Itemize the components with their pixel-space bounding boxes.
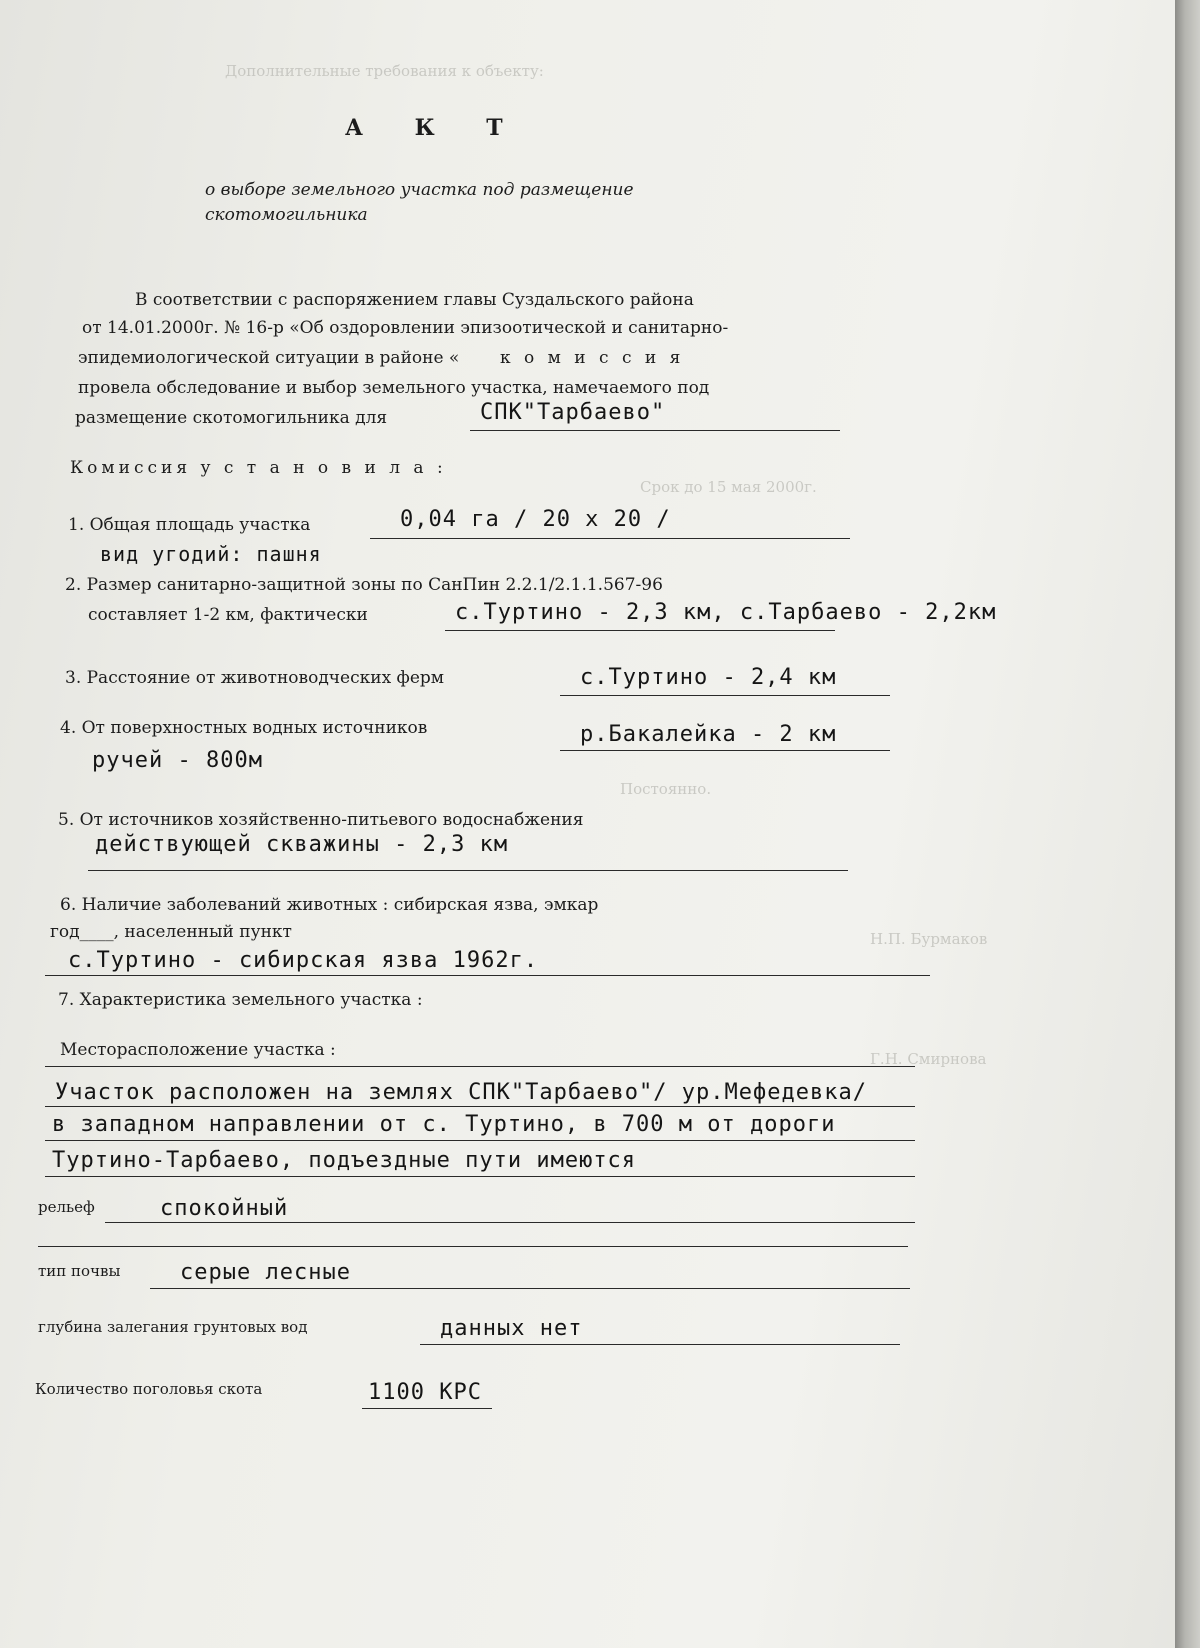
fill-line (45, 1066, 915, 1067)
fill-line (105, 1222, 915, 1223)
item-land-label: 7. Характеристика земельного участка : (58, 990, 423, 1010)
bleedthrough-text: Постоянно. (620, 780, 712, 798)
fill-line (45, 1140, 915, 1141)
fill-line (370, 538, 850, 539)
intro-text: размещение скотомогильника для (75, 408, 388, 428)
fill-line (560, 750, 890, 751)
fill-line (45, 1176, 915, 1177)
item-zone-value: с.Туртино - 2,3 км, с.Тарбаево - 2,2км (455, 600, 997, 625)
fill-line (445, 630, 835, 631)
intro-text: от 14.01.2000г. № 16-р «Об оздоровлении эпизоотической и санитарно- (82, 318, 729, 338)
location-value: в западном направлении от с. Туртино, в 700 м от дороги (52, 1112, 836, 1137)
item-area-value: 0,04 га / 20 х 20 / (400, 507, 671, 532)
item-water-label: 4. От поверхностных водных источников (60, 718, 428, 738)
document-title: А К Т (345, 115, 525, 141)
soil-label: тип почвы (38, 1262, 121, 1280)
livestock-label: Количество поголовья скота (35, 1380, 263, 1398)
fill-line (560, 695, 890, 696)
fill-line (362, 1408, 492, 1409)
fill-line (38, 1246, 908, 1247)
item-disease-label: год____, населенный пункт (50, 922, 292, 942)
item-disease-value: с.Туртино - сибирская язва 1962г. (68, 948, 539, 973)
groundwater-label: глубина залегания грунтовых вод (38, 1318, 308, 1336)
relief-label: рельеф (38, 1198, 95, 1216)
fill-line (88, 870, 848, 871)
bleedthrough-text: Срок до 15 мая 2000г. (640, 478, 817, 496)
item-supply-value: действующей скважины - 2,3 км (95, 832, 509, 857)
bleedthrough-text: Дополнительные требования к объекту: (225, 62, 544, 80)
item-disease-label: 6. Наличие заболеваний животных : сибирская язва, эмкар (60, 895, 599, 915)
document-subtitle: скотомогильника (205, 205, 368, 225)
item-supply-label: 5. От источников хозяйственно-питьевого водоснабжения (58, 810, 584, 830)
intro-text: провела обследование и выбор земельного участка, намечаемого под (78, 378, 710, 398)
fill-line (150, 1288, 910, 1289)
fill-line (470, 430, 840, 431)
livestock-value: 1100 КРС (368, 1380, 482, 1405)
item-stream-value: ручей - 800м (92, 748, 263, 773)
relief-value: спокойный (160, 1196, 289, 1221)
intro-text: эпидемиологической ситуации в районе « (78, 348, 460, 368)
item-water-value: р.Бакалейка - 2 км (580, 722, 837, 747)
commission-word: к о м и с с и я (500, 348, 685, 368)
fill-line (45, 1106, 915, 1107)
intro-text: В соответствии с распоряжением главы Суздальского района (135, 290, 694, 310)
commission-heading: Комиссия у с т а н о в и л а : (70, 458, 447, 478)
fill-line (420, 1344, 900, 1345)
farm-name: СПК"Тарбаево" (480, 400, 666, 425)
item-zone-label: составляет 1-2 км, фактически (88, 605, 368, 625)
bleedthrough-text: Н.П. Бурмаков (870, 930, 988, 948)
item-farms-label: 3. Расстояние от животноводческих ферм (65, 668, 445, 688)
page-edge (1175, 0, 1200, 1648)
bleedthrough-text: Г.Н. Смирнова (870, 1050, 987, 1068)
groundwater-value: данных нет (440, 1316, 583, 1341)
location-label: Месторасположение участка : (60, 1040, 336, 1060)
location-value: Туртино-Тарбаево, подъездные пути имеются (52, 1148, 637, 1173)
land-type-value: вид угодий: пашня (100, 542, 322, 566)
item-farms-value: с.Туртино - 2,4 км (580, 665, 837, 690)
soil-value: серые лесные (180, 1260, 351, 1285)
item-area-label: 1. Общая площадь участка (68, 515, 311, 535)
document-subtitle: о выборе земельного участка под размещение (205, 180, 634, 200)
location-value: Участок расположен на землях СПК"Тарбаево"/ ур.Мефедевка/ (55, 1080, 867, 1105)
fill-line (45, 975, 930, 976)
item-zone-label: 2. Размер санитарно-защитной зоны по СанПин 2.2.1/2.1.1.567-96 (65, 575, 663, 595)
